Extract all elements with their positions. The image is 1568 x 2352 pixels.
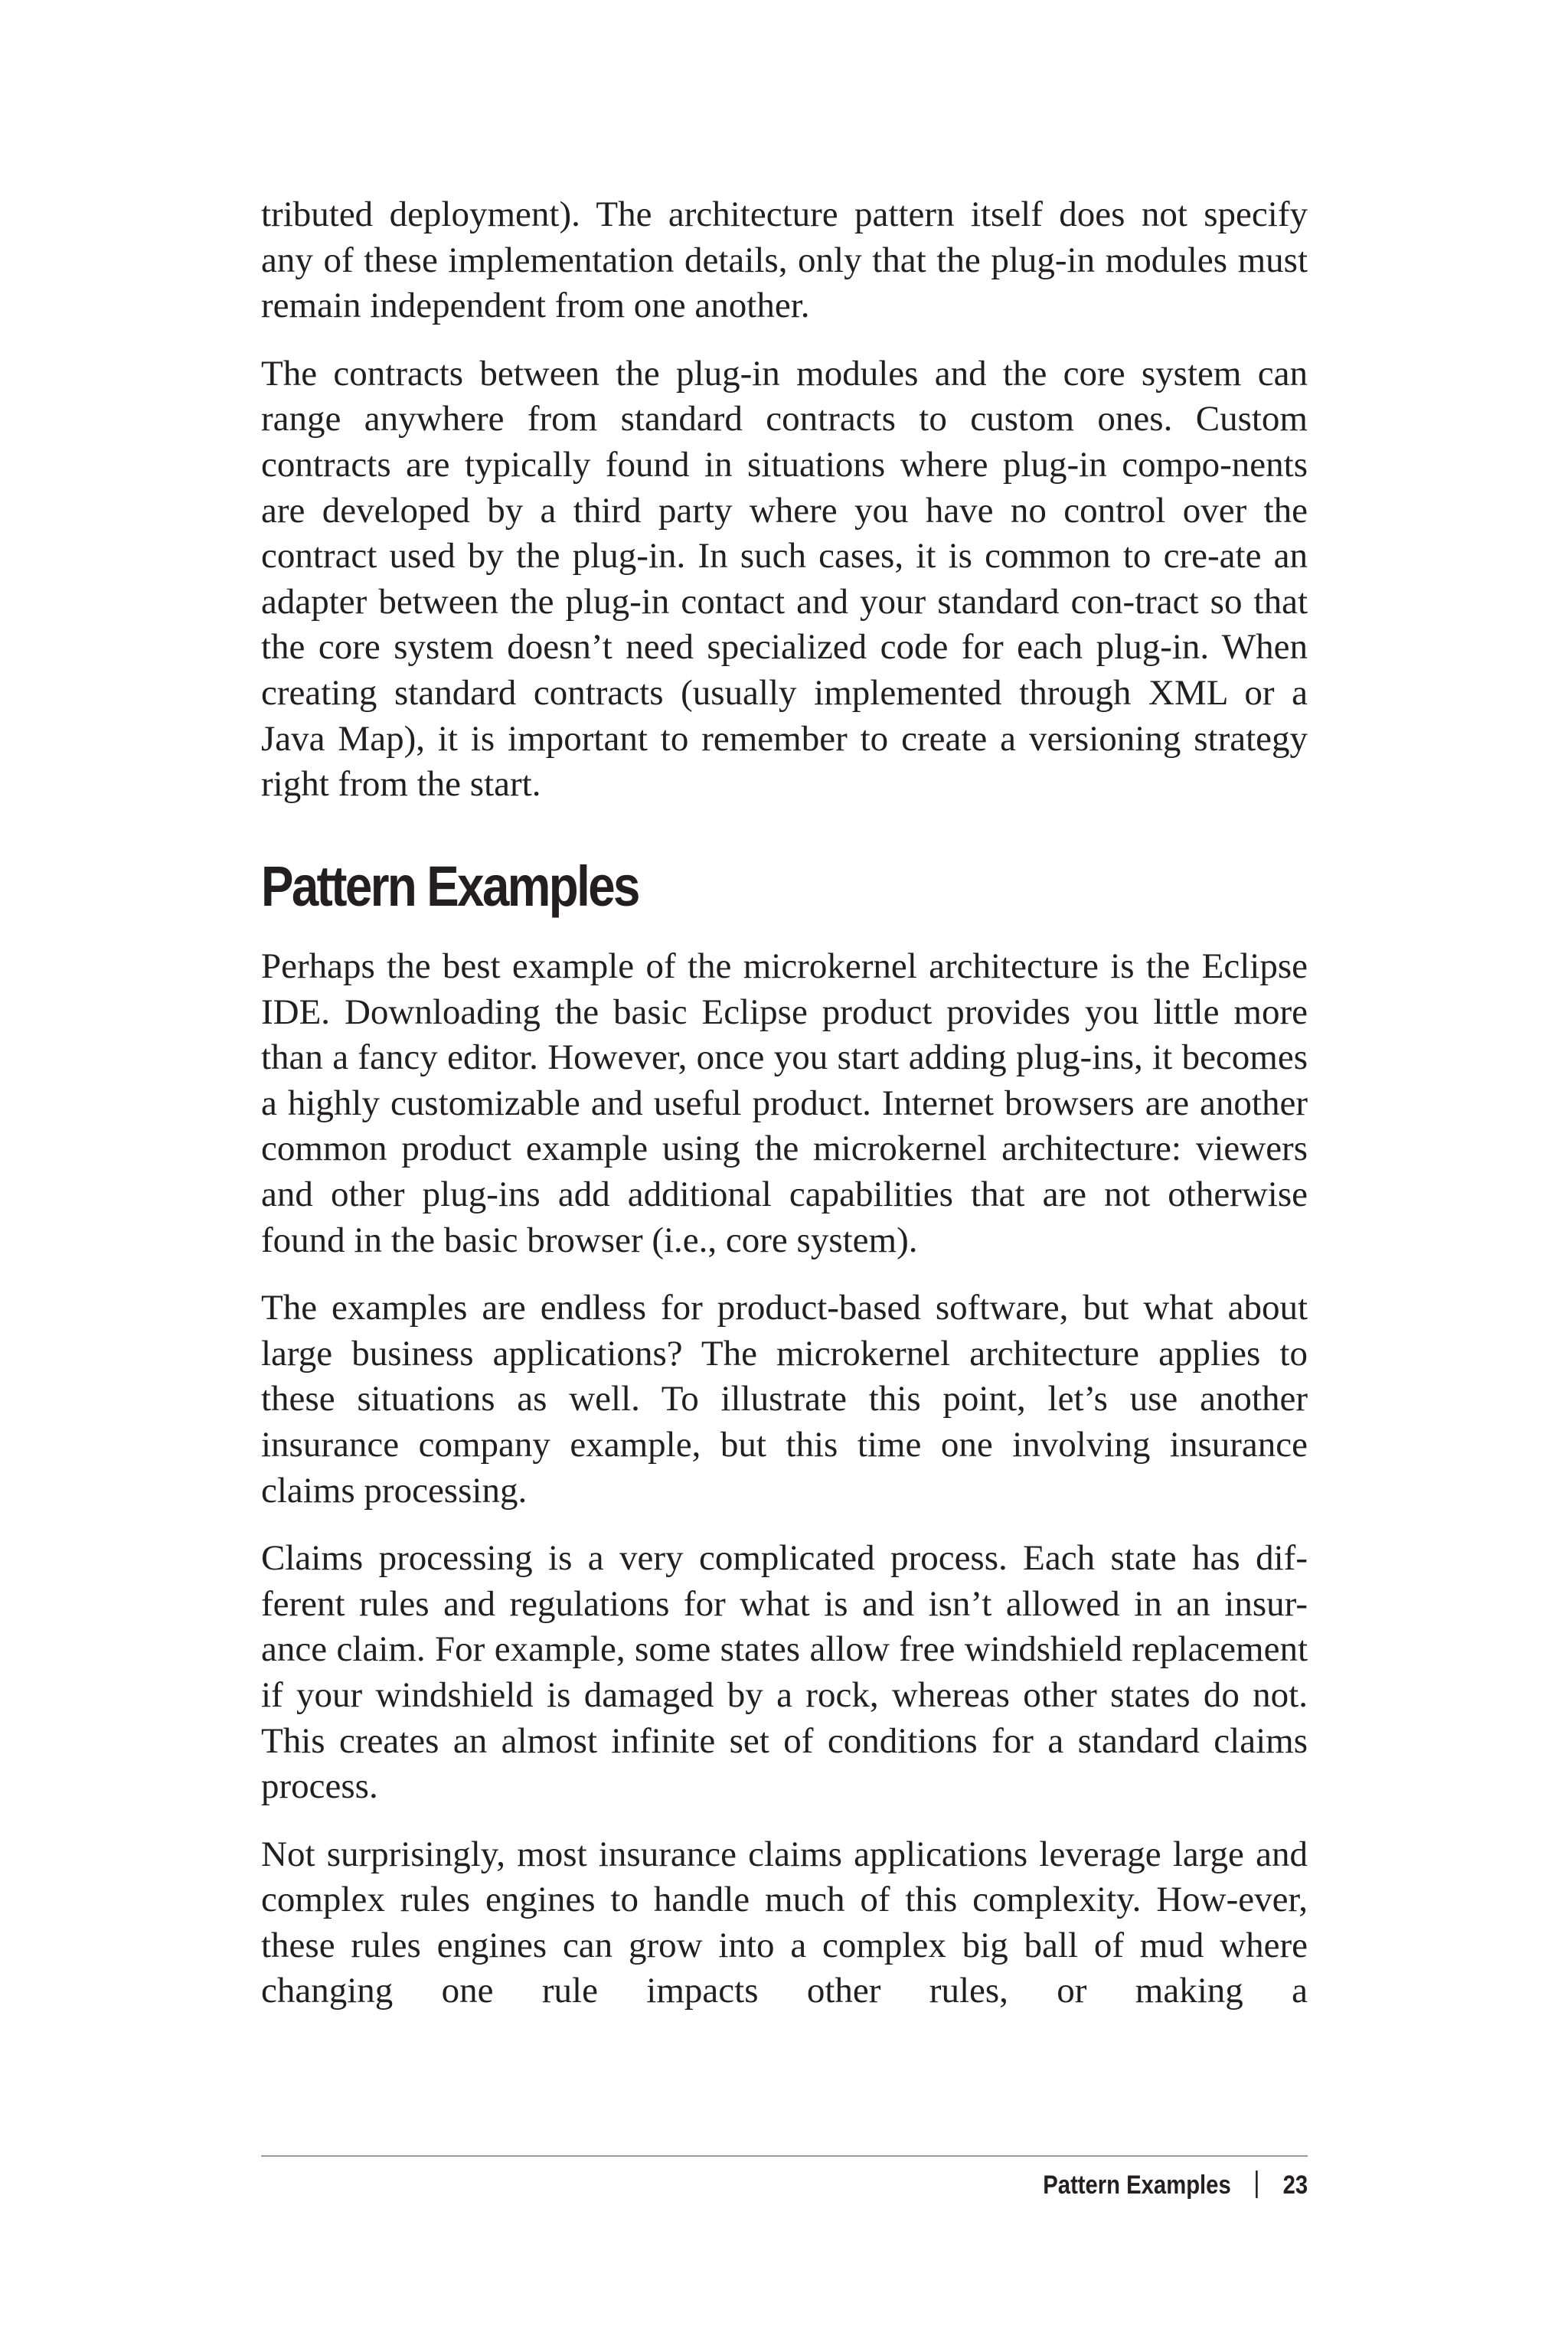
body-text-top (261, 192, 1308, 808)
footer-separator (1256, 2171, 1258, 2198)
paragraph: tributed deployment). The architecture pattern itself does not specify any of these implementation details, only that the plug-in modules must remain independent from one another. (261, 194, 1308, 326)
paragraph: Not surprisingly, most insurance claims applications leverage large and complex rules engines to handle much of this complexity. How-ever, these rules engines can grow into a complex big ball of mud where changing one rule impacts other rules, or making a (261, 1834, 1308, 2011)
footer-divider (261, 2155, 1308, 2157)
paragraph: The examples are endless for product-based software, but what about large business applications? The microkernel architecture applies to these situations as well. To illustrate this point, let’s use another insurance company example, but this time one involving insurance claims processing. (261, 1288, 1308, 1511)
paragraph: Perhaps the best example of the microkernel architecture is the Eclipse IDE. Downloading the basic Eclipse product provides you little more than a fancy editor. However, once you start adding plug-ins, it becomes a highly customizable and useful product. Internet browsers are another common product example using the microkernel architecture: viewers and other plug-ins add additional capabilities that are not otherwise found in the basic browser (i.e., core system). (261, 946, 1308, 1260)
section-heading: Pattern Examples (261, 854, 639, 918)
paragraph: The contracts between the plug-in modules and the core system can range anywhere from standard contracts to custom ones. Custom contracts are typically found in situations where plug-in compo-nents are developed by a third party where you have no control over the contract used by the plug-in. In such cases, it is common to cre-ate an adapter between the plug-in contact and your standard con-tract so that the core system doesn’t need specialized code for each plug-in. When creating standard contracts (usually implemented through XML or a Java Map), it is important to remember to create a versioning strategy right from the start. (261, 353, 1308, 805)
running-footer (1043, 2166, 1308, 2204)
page-number: 23 (1282, 2171, 1308, 2200)
footer-section-title: Pattern Examples (1043, 2171, 1231, 2200)
paragraph: Claims processing is a very complicated process. Each state has dif-ferent rules and regulations for what is and isn’t allowed in an insur-ance claim. For example, some states allow free windshield replacement if your windshield is damaged by a rock, whereas other states do not. This creates an almost infinite set of conditions for a standard claims process. (261, 1538, 1308, 1807)
body-text-bottom (261, 944, 1308, 2014)
